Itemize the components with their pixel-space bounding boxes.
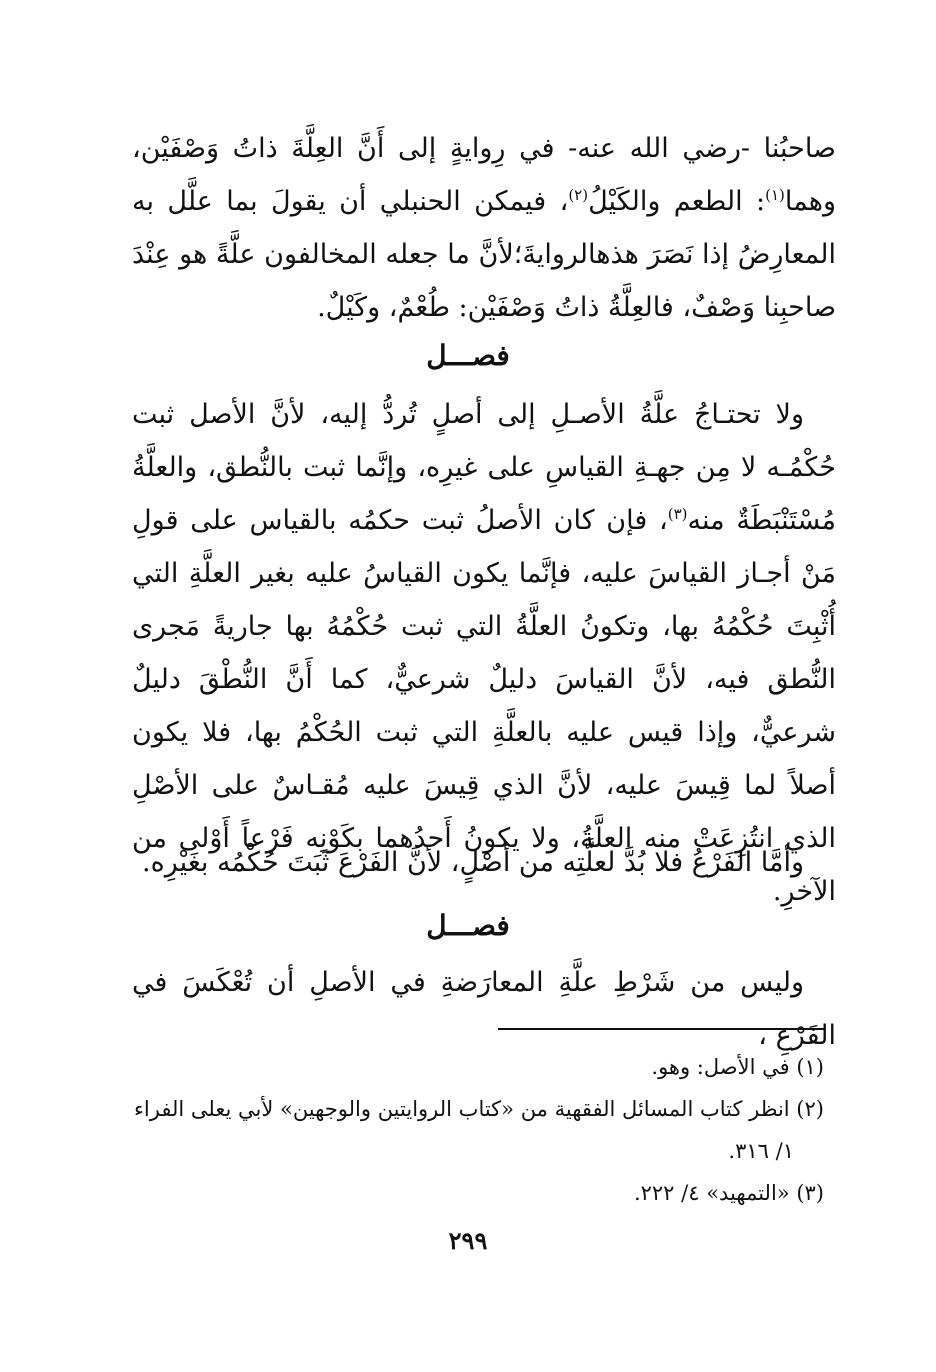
paragraph-2-text: ولا تحتـاجُ علَّةُ الأصـلِ إلى أصلٍ تُردُّ إليه، لأنَّ الأصل ثبت حُكْمُـه لا مِن جهـةِ القياسِ على غيرِه، وإنَّما ثبت بالنُّطق، والعلَّةُ مُسْتَنْبَطَةٌ منه [132,399,836,536]
paragraph-3: وأمَّا الفَرْعُ فلا بُدَّ لعلَّتِه من أصْلٍ، لأنَّ الفَرْعَ ثَبَتَ حُكْمُه بغَيْرِه. [142,847,804,878]
footnote-1: (١) في الأصل: وهو. [651,1055,824,1079]
footnote-ref-3[interactable]: (٣) [667,505,688,523]
section-heading-1: فصـــل [426,339,510,372]
footnote-ref-1[interactable]: (١) [765,186,785,204]
paragraph-2-text-b: ، فإن كان الأصلُ ثبت حكمُه بالقياس على قولِ مَنْ أجـاز القياسَ عليه، فإنَّما يكون القياسُ عليه بغير العلَّةِ التي أُثْبِتَ حُكْمُهُ بها، وتكونُ العلَّةُ التي ثبت حُكْمُهُ بها جاريةً مَجرى النُّطق فيه، لأنَّ القياسَ دليلٌ شرعيٌّ، كما أَنَّ النُّطْقَ دليلٌ شرعيٌّ، وإذا قيس عليه بالعلَّةِ التي ثبت الحُكْمُ بها، فلا يكون أصلاً لما قِيسَ عليه، لأنَّ الذي قِيسَ عليه مُقـاسٌ على الأصْلِ الذي انتُزِعَتْ منه العلَّةُ، ولا يكونُ أَحدُهما بكَوْنِه فَرْعاً أَوْلى من الآخرِ. [132,505,836,907]
footnote-3: (٣) «التمهيد» ٤/ ٢٢٢. [633,1181,824,1205]
section-heading-2: فصـــل [426,909,510,942]
footnotes [110,1046,824,1214]
paragraph-1 [132,122,836,334]
footnote-2: (٢) انظر كتاب المسائل الفقهية من «كتاب الروايتين والوجهين» لأبي يعلى الفراء [134,1097,824,1121]
paragraph-1-text: صاحبُنا -رضي الله عنه- في رِوايةٍ إلى أَنَّ العِلَّةَ ذاتُ وَصْفَيْن، وهما [132,133,836,217]
footnote-2-continuation: ١/ ٣١٦. [728,1139,794,1163]
footnote-divider [498,1028,824,1030]
paragraph-4: وليس من شَرْطِ علَّةِ المعارَضةِ في الأصلِ أن تُعْكَسَ في الفَرْعِ ، [132,967,836,1051]
paragraph-1-text-b: : الطعم والكَيْلُ [588,186,766,217]
footnote-ref-2[interactable]: (٢) [568,186,589,204]
page-number: ٢٩٩ [448,1226,488,1255]
paragraph-1-text-c: ، فيمكن الحنبلي أن يقولَ بما علَّل به المعارِضُ إذا نَصَرَ هذهالروايةَ؛لأنَّ ما جعله المخالفون علَّةً هو عِنْدَ صاحبِنا وَصْفٌ، فالعِلَّةُ ذاتُ وَصْفَيْن: طُعْمٌ، وكَيْلٌ. [132,186,836,323]
